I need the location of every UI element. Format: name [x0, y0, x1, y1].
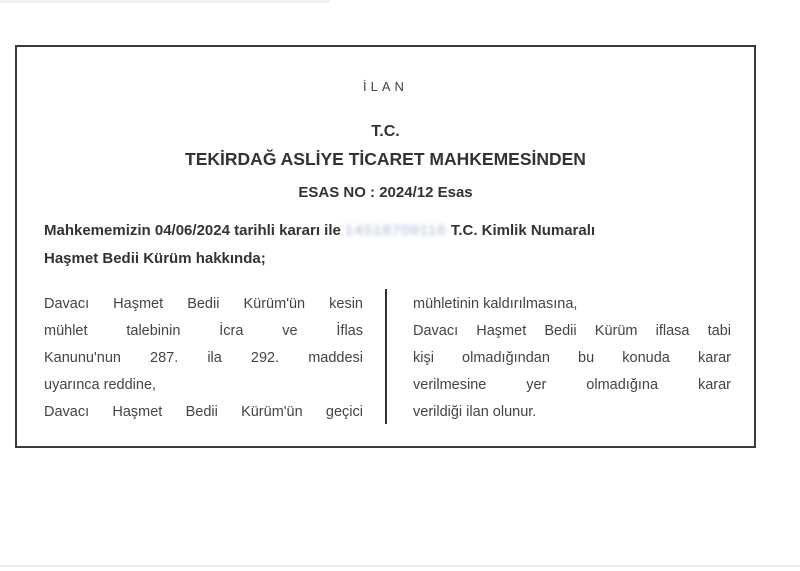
- republic-label: T.C.: [371, 123, 400, 140]
- top-divider: [0, 0, 330, 3]
- intro-suffix: T.C. Kimlik Numaralı: [450, 222, 596, 239]
- right-line: mühletinin kaldırılmasına,: [413, 296, 578, 312]
- intro-subject: Haşmet Bedii Kürüm hakkında;: [44, 250, 266, 267]
- case-number: ESAS NO : 2024/12 Esas: [298, 184, 473, 201]
- intro-paragraph: [44, 217, 734, 273]
- right-line: verildiği ilan olunur.: [413, 404, 537, 420]
- left-line: Kanunu'nun 287. ila 292. maddesi: [44, 350, 363, 366]
- redacted-id-number: 14518709116: [345, 222, 447, 239]
- column-divider: [385, 289, 387, 424]
- intro-prefix: Mahkememizin 04/06/2024 tarihli kararı ile: [44, 222, 341, 239]
- left-column: [44, 291, 363, 426]
- left-line: mühlet talebinin İcra ve İflas: [44, 323, 363, 339]
- bottom-divider: [0, 565, 800, 567]
- left-line: Davacı Haşmet Bedii Kürüm'ün kesin: [44, 296, 363, 312]
- right-line: kişi olmadığından bu konuda karar: [413, 350, 731, 366]
- court-name: TEKİRDAĞ ASLİYE TİCARET MAHKEMESİNDEN: [185, 149, 586, 169]
- right-line: Davacı Haşmet Bedii Kürüm iflasa tabi: [413, 323, 731, 339]
- right-line: verilmesine yer olmadığına karar: [413, 377, 731, 393]
- notice-box: [15, 45, 756, 448]
- left-line: uyarınca reddine,: [44, 377, 157, 393]
- right-column: [413, 291, 731, 426]
- notice-heading: İLAN: [363, 79, 408, 94]
- left-line: Davacı Haşmet Bedii Kürüm'ün geçici: [44, 404, 363, 420]
